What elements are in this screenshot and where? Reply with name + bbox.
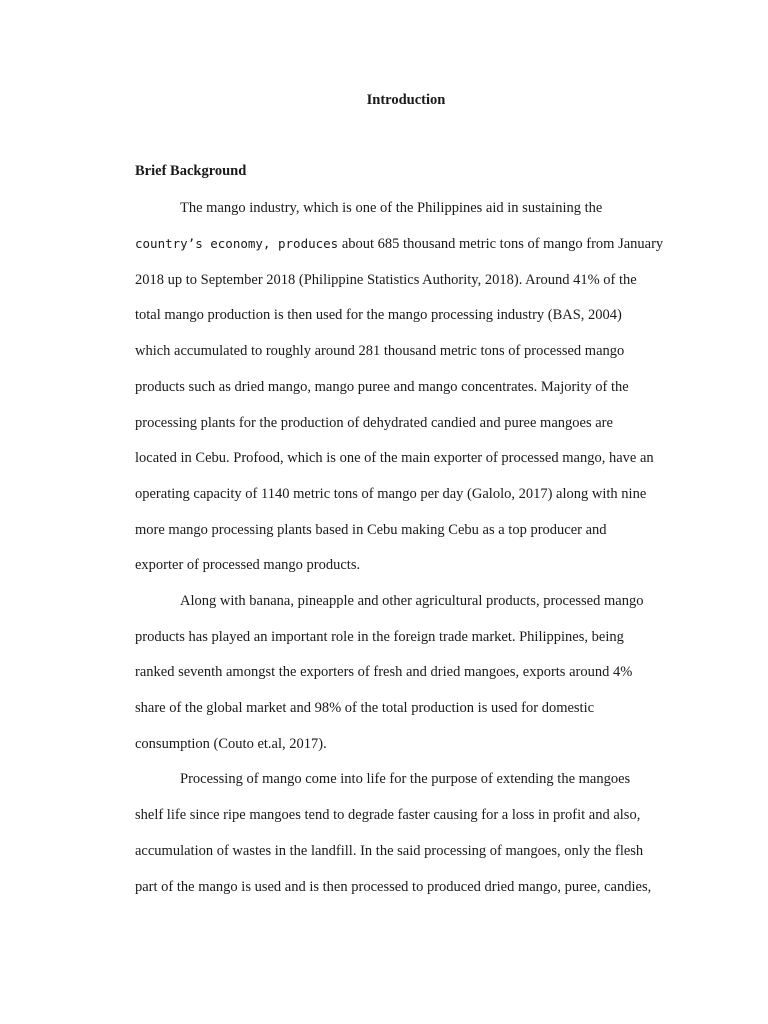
body-line: located in Cebu. Profood, which is one of the main exporter of processed mango, have an [135,450,654,466]
body-line: products such as dried mango, mango puree and mango concentrates. Majority of the [135,379,629,395]
page-title: Introduction [366,92,446,108]
body-line: part of the mango is used and is then processed to produced dried mango, puree, candies, [135,879,652,895]
body-line-segment: about 685 thousand metric tons of mango from January [341,236,664,252]
body-line: accumulation of wastes in the landfill. In the said processing of mangoes, only the flesh [135,843,644,859]
body-line [135,236,663,253]
body-line: exporter of processed mango products. [135,557,361,573]
body-line: shelf life since ripe mangoes tend to degrade faster causing for a loss in profit and also, [135,807,641,823]
body-line: which accumulated to roughly around 281 thousand metric tons of processed mango [135,343,625,359]
section-heading: Brief Background [135,163,247,179]
body-line: Processing of mango come into life for the purpose of extending the mangoes [180,771,631,787]
body-line: more mango processing plants based in Cebu making Cebu as a top producer and [135,522,607,538]
body-line: processing plants for the production of dehydrated candied and puree mangoes are [135,415,613,431]
body-line-mono-segment: country’s economy, produces [135,236,339,251]
body-line: The mango industry, which is one of the Philippines aid in sustaining the [180,200,603,216]
body-line: consumption (Couto et.al, 2017). [135,736,327,752]
body-line: 2018 up to September 2018 (Philippine Statistics Authority, 2018). Around 41% of the [135,272,637,288]
body-line: products has played an important role in the foreign trade market. Philippines, being [135,629,624,645]
body-line: operating capacity of 1140 metric tons of mango per day (Galolo, 2017) along with nine [135,486,647,502]
body-line: Along with banana, pineapple and other agricultural products, processed mango [180,593,644,609]
body-line: total mango production is then used for the mango processing industry (BAS, 2004) [135,307,622,323]
body-line: share of the global market and 98% of the total production is used for domestic [135,700,595,716]
body-line: ranked seventh amongst the exporters of fresh and dried mangoes, exports around 4% [135,664,633,680]
